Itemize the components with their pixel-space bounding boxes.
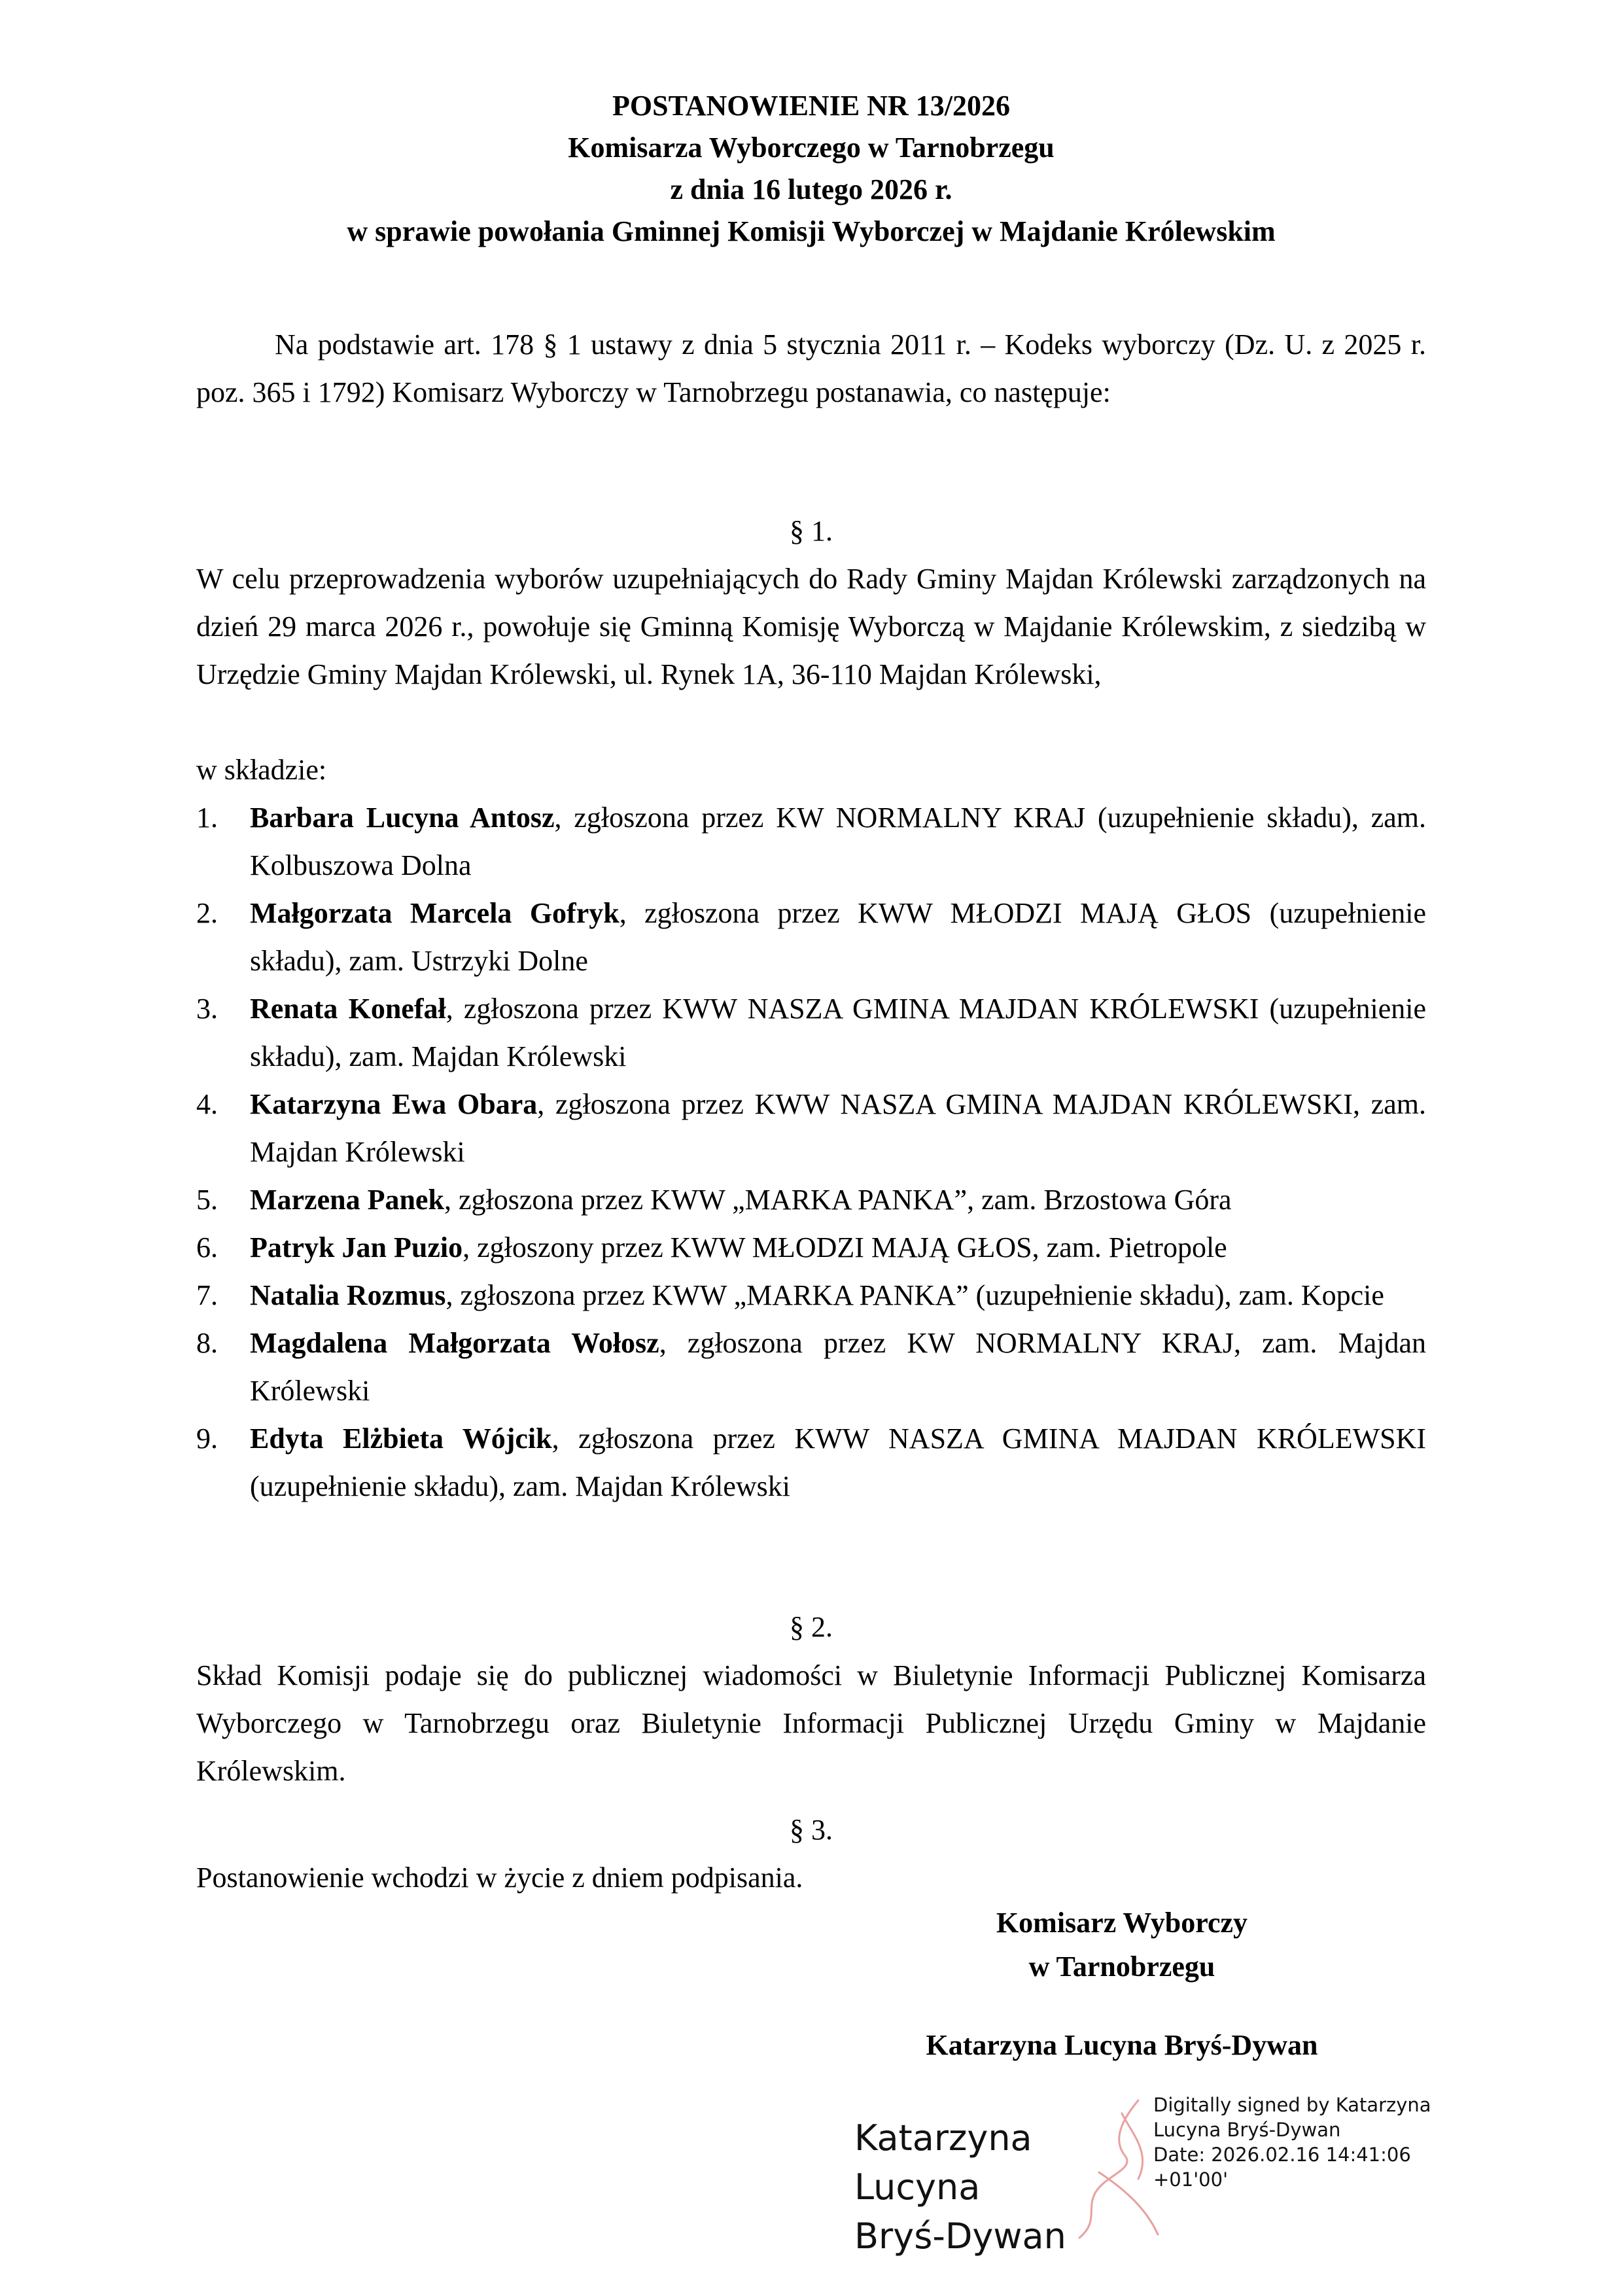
signatory-name: Katarzyna Lucyna Bryś-Dywan <box>926 2029 1318 2061</box>
digital-signature-stamp <box>844 2087 1459 2257</box>
member-name: Marzena Panek <box>250 1184 444 1216</box>
signatory-title <box>903 1901 1341 1988</box>
digital-signature-info-line-1: Digitally signed by Katarzyna <box>1153 2094 1431 2116</box>
digital-signature-details <box>1153 2093 1461 2192</box>
member-item <box>196 1224 1426 1271</box>
member-number: 8. <box>196 1327 218 1359</box>
member-name: Edyta Elżbieta Wójcik <box>250 1422 552 1455</box>
member-name: Magdalena Małgorzata Wołosz <box>250 1327 659 1359</box>
member-details: , zgłoszona przez KWW NASZA GMINA MAJDAN KRÓLEWSKI (uzupełnienie składu), zam. Majdan Królewski <box>250 993 1427 1072</box>
digital-signature-info-line-4: +01'00' <box>1153 2168 1229 2191</box>
member-details: , zgłoszona przez KW NORMALNY KRAJ (uzupełnienie składu), zam. Kolbuszowa Dolna <box>250 802 1426 881</box>
member-details: , zgłoszona przez KW NORMALNY KRAJ, zam. Majdan Królewski <box>250 1327 1426 1407</box>
section-2-heading: § 2. <box>790 1611 833 1643</box>
section-3-text: Postanowienie wchodzi w życie z dniem podpisania. <box>196 1862 803 1894</box>
member-number: 6. <box>196 1231 218 1263</box>
member-number: 3. <box>196 993 218 1025</box>
member-details: , zgłoszona przez KWW „MARKA PANKA”, zam. Brzostowa Góra <box>444 1184 1232 1216</box>
member-item <box>196 985 1426 1080</box>
digital-signature-name-line-1: Katarzyna Lucyna <box>854 2117 1032 2208</box>
signatory-title-line-2: w Tarnobrzegu <box>1028 1951 1215 1983</box>
member-number: 1. <box>196 802 218 834</box>
section-2-text: Skład Komisji podaje się do publicznej wiadomości w Biuletynie Informacji Publicznej Komisarza Wyborczego w Tarnobrzegu oraz Biuletynie Informacji Publicznej Urzędu Gminy w Majdanie Królewskim. <box>196 1659 1426 1787</box>
digital-signature-info-line-3: Date: 2026.02.16 14:41:06 <box>1153 2144 1411 2166</box>
member-details: , zgłoszona przez KWW NASZA GMINA MAJDAN KRÓLEWSKI, zam. Majdan Królewski <box>250 1088 1426 1168</box>
member-name: Natalia Rozmus <box>250 1279 446 1311</box>
member-item <box>196 1080 1426 1176</box>
member-item <box>196 1176 1426 1224</box>
digital-signature-name-line-2: Bryś-Dywan <box>854 2216 1066 2257</box>
signature-mark-icon <box>1060 2094 1164 2244</box>
member-number: 4. <box>196 1088 218 1120</box>
decision-subject: w sprawie powołania Gminnej Komisji Wyborczej w Majdanie Królewskim <box>347 215 1276 247</box>
member-number: 2. <box>196 897 218 929</box>
member-item <box>196 1271 1426 1319</box>
member-name: Renata Konefał <box>250 993 446 1025</box>
commission-members-list <box>196 794 1426 1510</box>
composition-label: w składzie: <box>196 754 327 786</box>
member-number: 5. <box>196 1184 218 1216</box>
member-name: Małgorzata Marcela Gofryk <box>250 897 620 929</box>
decision-date: z dnia 16 lutego 2026 r. <box>670 173 952 205</box>
section-1-text: W celu przeprowadzenia wyborów uzupełniających do Rady Gminy Majdan Królewski zarządzonych na dzień 29 marca 2026 r., powołuje się Gminną Komisję Wyborczą w Majdanie Królewskim, z siedzibą w Urzędzie Gminy Majdan Królewski, ul. Rynek 1A, 36-110 Majdan Królewski, <box>196 563 1426 690</box>
member-number: 7. <box>196 1279 218 1311</box>
member-name: Barbara Lucyna Antosz <box>250 802 555 834</box>
section-3-heading: § 3. <box>790 1814 833 1846</box>
member-item <box>196 1415 1426 1510</box>
legal-basis-paragraph: Na podstawie art. 178 § 1 ustawy z dnia 5 stycznia 2011 r. – Kodeks wyborczy (Dz. U. z 2025 r. poz. 365 i 1792) Komisarz Wyborczy w Tarnobrzegu postanawia, co następuje: <box>196 328 1426 408</box>
section-1-heading: § 1. <box>790 515 833 547</box>
member-name: Patryk Jan Puzio <box>250 1231 463 1263</box>
issuing-authority: Komisarza Wyborczego w Tarnobrzegu <box>568 132 1055 164</box>
member-details: , zgłoszona przez KWW NASZA GMINA MAJDAN KRÓLEWSKI (uzupełnienie składu), zam. Majdan Królewski <box>250 1422 1427 1502</box>
member-details: , zgłoszona przez KWW MŁODZI MAJĄ GŁOS (uzupełnienie składu), zam. Ustrzyki Dolne <box>250 897 1427 977</box>
signatory-title-line-1: Komisarz Wyborczy <box>996 1907 1248 1939</box>
member-number: 9. <box>196 1422 218 1455</box>
digital-signature-info-line-2: Lucyna Bryś-Dywan <box>1153 2119 1341 2141</box>
member-item <box>196 1319 1426 1415</box>
member-details: , zgłoszona przez KWW „MARKA PANKA” (uzupełnienie składu), zam. Kopcie <box>445 1279 1384 1311</box>
document-header <box>196 85 1426 253</box>
member-details: , zgłoszony przez KWW MŁODZI MAJĄ GŁOS, zam. Pietropole <box>462 1231 1227 1263</box>
member-name: Katarzyna Ewa Obara <box>250 1088 538 1120</box>
decision-number: POSTANOWIENIE NR 13/2026 <box>612 90 1010 122</box>
member-item <box>196 889 1426 985</box>
member-item <box>196 794 1426 889</box>
